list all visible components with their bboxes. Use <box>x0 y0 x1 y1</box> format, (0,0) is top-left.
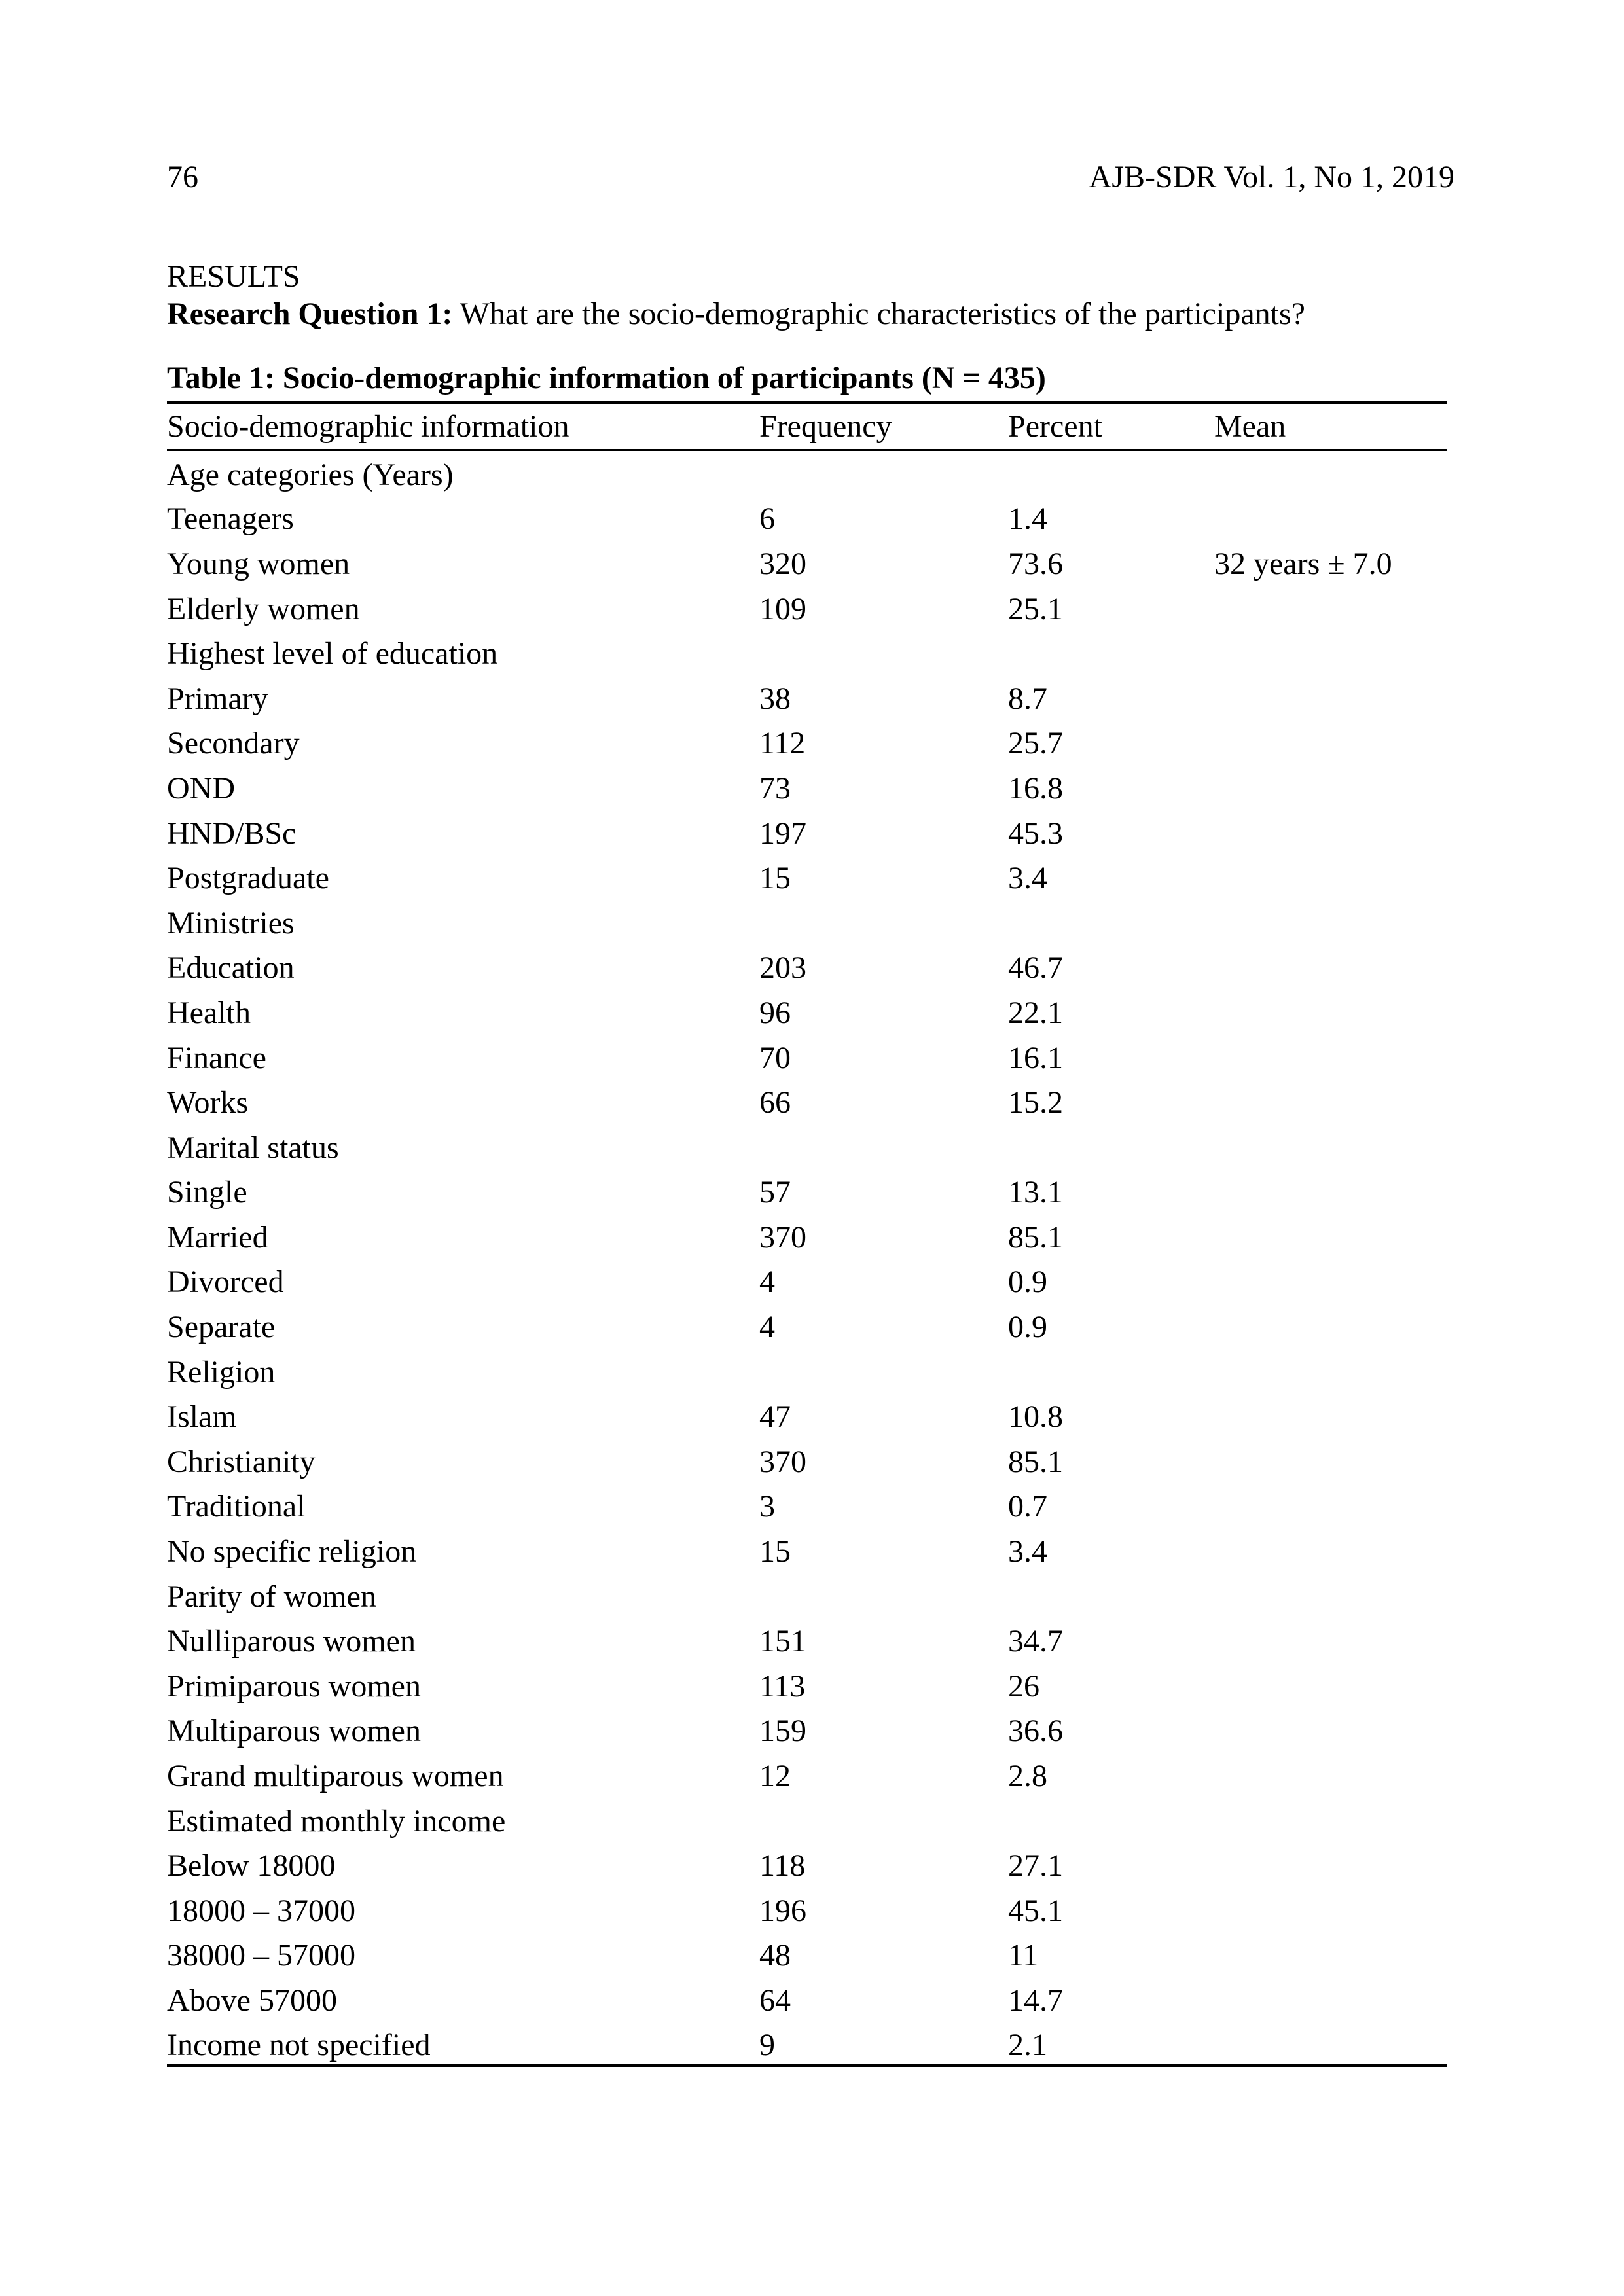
row-percent-cell: 46.7 <box>1008 950 1063 986</box>
row-frequency-cell: 4 <box>759 1310 775 1345</box>
research-question-text: What are the socio-demographic characteristics of the participants? <box>452 296 1305 331</box>
table-row <box>167 1348 1447 1393</box>
row-label-cell: Below 18000 <box>167 1848 336 1884</box>
row-label-cell: Married <box>167 1219 268 1255</box>
table-row <box>167 1527 1447 1572</box>
table-row <box>167 1662 1447 1707</box>
table-row <box>167 1078 1447 1123</box>
row-frequency-cell: 197 <box>759 816 806 851</box>
table-row <box>167 1707 1447 1752</box>
row-percent-cell: 25.7 <box>1008 726 1063 761</box>
row-label-cell: Parity of women <box>167 1579 376 1614</box>
row-frequency-cell: 9 <box>759 2027 775 2062</box>
row-label-cell: Separate <box>167 1310 276 1345</box>
row-mean-cell <box>1214 450 1447 495</box>
row-frequency-cell: 38 <box>759 681 791 716</box>
table-row <box>167 1123 1447 1168</box>
row-mean-cell <box>1214 1797 1447 1842</box>
table-row <box>167 899 1447 944</box>
row-label-cell: Young women <box>167 546 350 581</box>
table-row <box>167 450 1447 495</box>
row-label-cell: Ministries <box>167 905 295 941</box>
row-label-cell: Primary <box>167 681 268 716</box>
table-row <box>167 1841 1447 1886</box>
row-mean-cell <box>1214 764 1447 809</box>
table-row <box>167 1797 1447 1842</box>
table-row <box>167 764 1447 809</box>
row-percent-cell: 10.8 <box>1008 1399 1063 1435</box>
row-mean-cell <box>1214 1348 1447 1393</box>
table-row <box>167 988 1447 1033</box>
row-percent-cell: 2.1 <box>1008 2027 1047 2062</box>
row-frequency-cell: 12 <box>759 1759 791 1794</box>
row-mean-cell <box>1214 1258 1447 1303</box>
row-mean-cell <box>1214 719 1447 764</box>
row-frequency-cell <box>759 1572 1008 1617</box>
row-percent-cell: 26 <box>1008 1668 1039 1704</box>
row-percent-cell: 2.8 <box>1008 1759 1047 1794</box>
table-row <box>167 1168 1447 1213</box>
row-label-cell: Postgraduate <box>167 861 329 896</box>
row-mean-cell <box>1214 1213 1447 1258</box>
row-frequency-cell: 48 <box>759 1938 791 1973</box>
row-label-cell: 38000 – 57000 <box>167 1938 355 1973</box>
row-frequency-cell: 47 <box>759 1399 791 1435</box>
row-percent-cell: 27.1 <box>1008 1848 1063 1884</box>
row-frequency-cell: 320 <box>759 546 806 581</box>
table-row <box>167 1976 1447 2021</box>
row-label-cell: Teenagers <box>167 501 294 537</box>
row-frequency-cell: 112 <box>759 726 806 761</box>
row-label-cell: Nulliparous women <box>167 1624 416 1659</box>
row-mean-cell <box>1214 853 1447 899</box>
row-mean-cell <box>1214 1078 1447 1123</box>
table-row <box>167 944 1447 989</box>
table-row <box>167 1392 1447 1437</box>
row-percent-cell: 8.7 <box>1008 681 1047 716</box>
row-label-cell: HND/BSc <box>167 816 297 851</box>
table-row <box>167 539 1447 584</box>
row-percent-cell: 14.7 <box>1008 1982 1063 2018</box>
row-mean-cell <box>1214 629 1447 674</box>
row-frequency-cell: 70 <box>759 1040 791 1075</box>
row-percent-cell: 0.9 <box>1008 1310 1047 1345</box>
row-percent-cell <box>1008 1123 1214 1168</box>
journal-header: AJB-SDR Vol. 1, No 1, 2019 <box>1089 160 1454 194</box>
table-body <box>167 450 1447 2066</box>
row-mean-cell <box>1214 1886 1447 1931</box>
row-percent-cell: 34.7 <box>1008 1624 1063 1659</box>
column-header-socio-demographic: Socio-demographic information <box>167 403 759 450</box>
row-label-cell: Christianity <box>167 1444 316 1479</box>
row-mean-cell <box>1214 1302 1447 1348</box>
row-mean-cell <box>1214 1392 1447 1437</box>
row-percent-cell: 3.4 <box>1008 1534 1047 1570</box>
row-percent-cell: 3.4 <box>1008 861 1047 896</box>
row-label-cell: Income not specified <box>167 2027 431 2062</box>
row-mean-cell <box>1214 1168 1447 1213</box>
row-percent-cell: 0.9 <box>1008 1265 1047 1300</box>
column-header-percent: Percent <box>1008 403 1214 450</box>
table-row <box>167 1751 1447 1797</box>
row-label-cell: Primiparous women <box>167 1668 421 1704</box>
row-mean-cell: 32 years ± 7.0 <box>1214 546 1392 581</box>
row-label-cell: Islam <box>167 1399 237 1435</box>
row-mean-cell <box>1214 1527 1447 1572</box>
row-frequency-cell: 6 <box>759 501 775 537</box>
row-frequency-cell <box>759 1123 1008 1168</box>
row-label-cell: Divorced <box>167 1265 284 1300</box>
table-row <box>167 853 1447 899</box>
row-label-cell: Grand multiparous women <box>167 1759 504 1794</box>
row-frequency-cell <box>759 629 1008 674</box>
table-row <box>167 1213 1447 1258</box>
row-label-cell: 18000 – 37000 <box>167 1893 355 1928</box>
row-frequency-cell <box>759 450 1008 495</box>
row-frequency-cell: 370 <box>759 1444 806 1479</box>
table-row <box>167 1258 1447 1303</box>
row-label-cell: Age categories (Years) <box>167 457 454 492</box>
row-percent-cell: 15.2 <box>1008 1085 1063 1121</box>
row-mean-cell <box>1214 495 1447 540</box>
row-mean-cell <box>1214 1617 1447 1662</box>
row-label-cell: Works <box>167 1085 249 1121</box>
row-mean-cell <box>1214 584 1447 630</box>
table-row <box>167 2021 1447 2066</box>
results-heading: RESULTS <box>167 259 300 294</box>
table-row <box>167 1482 1447 1528</box>
row-label-cell: Finance <box>167 1040 266 1075</box>
table-row <box>167 1617 1447 1662</box>
row-frequency-cell: 159 <box>759 1713 806 1749</box>
row-label-cell: Elderly women <box>167 591 360 626</box>
row-mean-cell <box>1214 1437 1447 1482</box>
page-number: 76 <box>167 160 198 194</box>
row-mean-cell <box>1214 1707 1447 1752</box>
row-percent-cell <box>1008 899 1214 944</box>
table-row <box>167 674 1447 719</box>
row-percent-cell: 85.1 <box>1008 1219 1063 1255</box>
column-header-mean: Mean <box>1214 403 1447 450</box>
row-percent-cell: 45.3 <box>1008 816 1063 851</box>
row-label-cell: Estimated monthly income <box>167 1803 506 1839</box>
row-label-cell: Religion <box>167 1354 276 1390</box>
row-mean-cell <box>1214 944 1447 989</box>
row-frequency-cell: 64 <box>759 1982 791 2018</box>
row-mean-cell <box>1214 988 1447 1033</box>
row-frequency-cell: 96 <box>759 995 791 1030</box>
table-row <box>167 1886 1447 1931</box>
row-label-cell: Multiparous women <box>167 1713 421 1749</box>
page-header <box>167 159 1454 195</box>
row-label-cell: Traditional <box>167 1489 306 1524</box>
row-label-cell: Highest level of education <box>167 636 498 672</box>
row-mean-cell <box>1214 899 1447 944</box>
row-mean-cell <box>1214 1662 1447 1707</box>
socio-demographic-table <box>167 401 1447 2067</box>
row-percent-cell <box>1008 1797 1214 1842</box>
table-row <box>167 1033 1447 1079</box>
row-label-cell: No specific religion <box>167 1534 417 1570</box>
row-label-cell: Education <box>167 950 295 986</box>
row-frequency-cell: 15 <box>759 861 791 896</box>
row-percent-cell: 85.1 <box>1008 1444 1063 1479</box>
row-percent-cell: 16.8 <box>1008 770 1063 806</box>
row-mean-cell <box>1214 1841 1447 1886</box>
row-percent-cell: 11 <box>1008 1938 1039 1973</box>
row-frequency-cell: 203 <box>759 950 806 986</box>
row-percent-cell <box>1008 450 1214 495</box>
row-frequency-cell <box>759 1348 1008 1393</box>
row-percent-cell: 45.1 <box>1008 1893 1063 1928</box>
table-row <box>167 719 1447 764</box>
research-question-label: Research Question 1: <box>167 296 453 331</box>
row-mean-cell <box>1214 1033 1447 1079</box>
row-mean-cell <box>1214 674 1447 719</box>
table-title: Table 1: Socio-demographic information of participants (N = 435) <box>167 361 1046 395</box>
table-header-row <box>167 403 1447 450</box>
row-frequency-cell <box>759 899 1008 944</box>
row-label-cell: Secondary <box>167 726 300 761</box>
row-label-cell: Marital status <box>167 1130 339 1165</box>
table-header <box>167 403 1447 450</box>
row-label-cell: Health <box>167 995 251 1030</box>
row-percent-cell: 13.1 <box>1008 1175 1063 1210</box>
row-mean-cell <box>1214 1123 1447 1168</box>
row-percent-cell: 16.1 <box>1008 1040 1063 1075</box>
row-percent-cell: 36.6 <box>1008 1713 1063 1749</box>
table-row <box>167 495 1447 540</box>
row-percent-cell: 73.6 <box>1008 546 1063 581</box>
row-mean-cell <box>1214 1482 1447 1528</box>
row-mean-cell <box>1214 1572 1447 1617</box>
row-percent-cell: 0.7 <box>1008 1489 1047 1524</box>
row-percent-cell: 25.1 <box>1008 591 1063 626</box>
row-frequency-cell: 73 <box>759 770 791 806</box>
row-percent-cell: 1.4 <box>1008 501 1047 537</box>
row-frequency-cell: 66 <box>759 1085 791 1121</box>
row-label-cell: OND <box>167 770 235 806</box>
table-row <box>167 1572 1447 1617</box>
column-header-frequency: Frequency <box>759 403 1008 450</box>
row-frequency-cell <box>759 1797 1008 1842</box>
research-question <box>167 296 1305 332</box>
row-frequency-cell: 109 <box>759 591 806 626</box>
row-mean-cell <box>1214 1751 1447 1797</box>
row-frequency-cell: 196 <box>759 1893 806 1928</box>
table-row <box>167 809 1447 854</box>
row-mean-cell <box>1214 2021 1447 2066</box>
row-frequency-cell: 151 <box>759 1624 806 1659</box>
row-frequency-cell: 15 <box>759 1534 791 1570</box>
row-frequency-cell: 57 <box>759 1175 791 1210</box>
row-percent-cell <box>1008 1572 1214 1617</box>
row-mean-cell <box>1214 1976 1447 2021</box>
row-frequency-cell: 118 <box>759 1848 806 1884</box>
row-percent-cell <box>1008 629 1214 674</box>
table-row <box>167 1437 1447 1482</box>
row-label-cell: Above 57000 <box>167 1982 337 2018</box>
row-frequency-cell: 370 <box>759 1219 806 1255</box>
table-row <box>167 1931 1447 1977</box>
row-frequency-cell: 4 <box>759 1265 775 1300</box>
row-mean-cell <box>1214 1931 1447 1977</box>
row-label-cell: Single <box>167 1175 247 1210</box>
row-frequency-cell: 113 <box>759 1668 806 1704</box>
table-row <box>167 1302 1447 1348</box>
row-percent-cell <box>1008 1348 1214 1393</box>
table-row <box>167 629 1447 674</box>
row-percent-cell: 22.1 <box>1008 995 1063 1030</box>
table-row <box>167 584 1447 630</box>
row-mean-cell <box>1214 809 1447 854</box>
row-frequency-cell: 3 <box>759 1489 775 1524</box>
